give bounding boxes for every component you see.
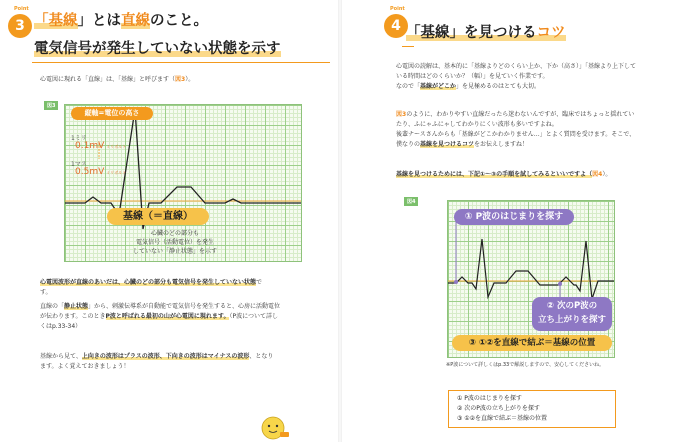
mascot-illustration <box>256 410 290 440</box>
page-title <box>34 12 208 30</box>
cell5-value: 0.5mV ミリボルト <box>75 167 127 177</box>
figure-tag-2: 図4 <box>404 197 418 206</box>
paragraph-3: 基線から見て、上向きの波形はプラスの波形、下向きの波形はマイナスの波形、となり ます。よく覚えておきましょう！ <box>40 353 274 370</box>
title-quote: 「 <box>34 13 49 29</box>
figure-note: ※P波について詳しくはp.33で解説しますので、安心してくださいね。 <box>446 362 605 368</box>
legend-item: ③ ①②を直線で結ぶ＝基線の位置 <box>457 415 548 422</box>
page-title-line2: 電気信号が発生していない状態を示す <box>34 41 281 57</box>
ecg-grid-figure-4 <box>447 200 615 358</box>
step3-label: ③ ①②を直線で結ぶ＝基線の位置 <box>452 335 612 351</box>
title-end: のこと。 <box>150 13 208 29</box>
title-mid: 」とは <box>77 13 121 29</box>
baseline-description: 心臓のどの部分も 電気信号（活動電位）を発生 していない「静止状態」を示す <box>132 230 217 255</box>
intro-text: 心電図に現れる「直線」は、「基線」と呼びます（図3）。 <box>40 76 195 83</box>
paragraph-1: 心電図波形が直線のあいだは、心臓のどの部分も電気信号を発生していない状態で す。 <box>40 279 263 296</box>
mm1-label: 1ミリ <box>71 135 87 142</box>
figure-tag: 図3 <box>44 101 58 110</box>
step1-label: ① P波のはじまりを探す <box>454 209 574 225</box>
paragraph-2: 直線の「静止状態」から、刺激伝導系が自動能で電気信号を発生すると、心房に活動電位 が伝わります。このときP波と呼ばれる最初の山が心電図に現れます。（P波について詳し くはp.33-34） <box>40 303 281 330</box>
point-badge: 3 <box>8 14 32 38</box>
page-title-2: 「基線」を見つけるコツ <box>406 25 566 41</box>
point-label: Point <box>14 6 29 12</box>
paragraph-r1: 心電図の読解は、基本的に「基線よりどのくらい上か、下か（高さ）」「基線より上下して いる時間はどのくらいか？（幅）」を見ていく作業です。 なので「基線がどこか」を見極めるのはとても大切。 <box>396 63 637 90</box>
baseline-label: 基線（＝直線） <box>107 208 209 225</box>
cell5-label: 1マス <box>71 161 87 168</box>
title-divider-2 <box>402 46 414 47</box>
right-page <box>340 0 680 442</box>
title-kisen: 基線 <box>48 13 78 29</box>
paragraph-r2: 図3のように、わかりやすい直線だったら迷わないんですが、臨床ではちょっと揺れてい たり、ふにゃふにゃしてわかりにくい波形も多いですよね。 後輩ナースさんからも「基線がどこかわかりません…」とよく質問を受けます。そこで、 僕なりの基線を見つけるコツをお伝えしますね！ <box>396 111 636 148</box>
point-label-2: Point <box>390 6 405 12</box>
title-divider <box>32 62 330 63</box>
step2-label: ② 次のP波の 立ち上がりを探す <box>532 297 612 331</box>
mm1-value: 0.1mV ミリボルト <box>75 141 127 151</box>
legend-item: ② 次のP波の立ち上がりを探す <box>457 405 540 412</box>
legend-item: ① P波のはじまりを探す <box>457 395 522 402</box>
point-badge-2: 4 <box>384 14 408 38</box>
title-chokusen: 直線 <box>121 13 150 29</box>
vertical-axis-label: 縦軸=電位の高さ <box>71 107 153 120</box>
paragraph-r3: 基線を見つけるためには、下記①〜③の手順を試してみるといいですよ（図4）。 <box>396 171 612 178</box>
ecg-grid-figure-3 <box>64 104 302 262</box>
steps-legend <box>448 390 616 428</box>
